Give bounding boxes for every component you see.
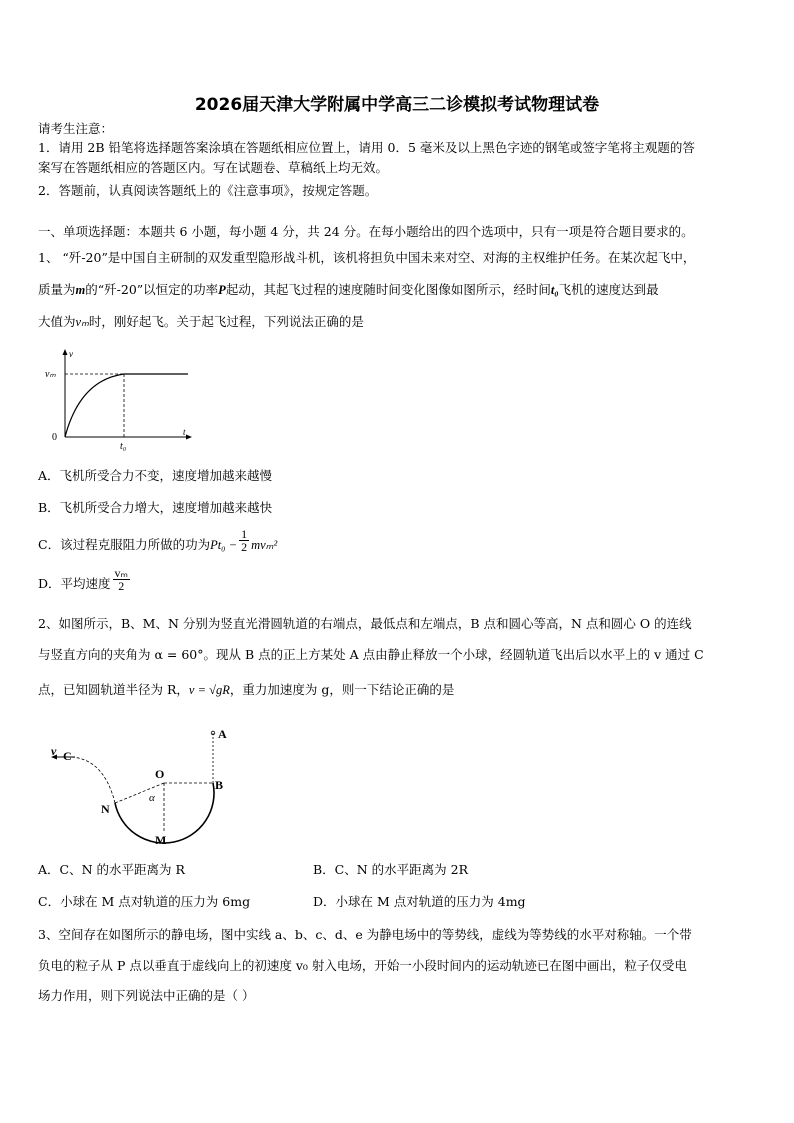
q1-line-3	[38, 314, 364, 330]
radius-on	[115, 783, 164, 803]
q2-line-2: 与竖直方向的夹角为 α = 60°。现从 B 点的正上方某处 A 点由静止释放一个小球，经圆轨道飞出后以水平上的 v 通过 C	[38, 647, 704, 662]
label-m: M	[155, 833, 167, 847]
q2-option-c: C．小球在 M 点对轨道的压力为 6mg	[38, 894, 251, 909]
q2-text: 点，已知圆轨道半径为 R，	[38, 682, 189, 697]
q1-text: 飞机的速度达到最	[558, 282, 659, 297]
q1-option-c	[38, 527, 278, 554]
q1-velocity-time-graph	[40, 345, 200, 455]
q1-option-a: A．飞机所受合力不变，速度增加越来越慢	[38, 468, 273, 483]
q2-option-a: A．C、N 的水平距离为 R	[38, 862, 185, 877]
q1-var-vm: vₘ	[75, 315, 89, 329]
label-a: A	[218, 727, 227, 741]
fraction-denominator: 2	[118, 579, 125, 593]
option-d-text: D．平均速度	[38, 576, 111, 591]
q3-line-1: 3、空间存在如图所示的静电场，图中实线 a、b、c、d、e 为静电场中的等势线，虚线为等势线的水平对称轴。一个带	[38, 927, 692, 942]
t-axis-label: t	[183, 427, 186, 437]
label-alpha: α	[149, 792, 155, 804]
velocity-curve	[65, 374, 124, 437]
vm-label: vₘ	[45, 369, 56, 380]
notice-item-2: 2．答题前，认真阅读答题纸上的《注意事项》，按规定答题。	[38, 183, 378, 198]
q1-line-1: 1、 “歼-20”是中国自主研制的双发重型隐形战斗机，该机将担负中国未来对空、对海的主权维护任务。在某次起飞中，	[38, 250, 696, 265]
projectile-path	[65, 757, 115, 803]
label-c: C	[63, 749, 72, 763]
q1-text: 大值为	[38, 314, 76, 329]
fraction-numerator: vₘ	[114, 566, 129, 580]
t-axis-arrow	[186, 435, 192, 440]
label-n: N	[101, 802, 110, 816]
option-c-expr: Pt₀ −	[210, 538, 238, 552]
fraction-numerator: 1	[241, 527, 248, 541]
q3-line-2: 负电的粒子从 P 点以垂直于虚线向上的初速度 v₀ 射入电场，开始一小段时间内的运动轨迹已在图中画出，粒子仅受电	[38, 958, 687, 973]
q1-text: 起动，其起飞过程的速度随时间变化图像如图所示，经时间	[225, 282, 551, 297]
q1-var-t0: t₀	[550, 283, 559, 297]
q1-var-m: m	[75, 283, 86, 297]
q2-line-3	[38, 682, 454, 698]
q1-text: 时，刚好起飞。关于起飞过程，下列说法正确的是	[88, 314, 364, 329]
q1-text: 质量为	[38, 282, 76, 297]
label-b: B	[215, 778, 224, 792]
fraction-denominator: 2	[241, 540, 248, 554]
q2-option-d: D．小球在 M 点对轨道的压力为 4mg	[313, 894, 526, 909]
q2-equation: v = √gR	[188, 683, 230, 697]
v-axis-label: v	[69, 349, 73, 359]
q2-option-b: B．C、N 的水平距离为 2R	[313, 862, 468, 877]
q1-text: 的“歼-20”以恒定的功率	[85, 282, 219, 297]
page-title: 2026届天津大学附属中学高三二诊模拟考试物理试卷	[194, 95, 600, 115]
label-v: v	[51, 744, 57, 758]
q1-line-2	[38, 282, 659, 298]
option-c-text: C．该过程克服阻力所做的功为	[38, 537, 211, 552]
fraction-half	[239, 528, 249, 553]
origin-label: 0	[52, 432, 57, 443]
q1-option-b: B．飞机所受合力增大，速度增加越来越快	[38, 500, 273, 515]
notice-heading: 请考生注意：	[38, 121, 114, 136]
label-o: O	[155, 767, 165, 781]
q1-option-d	[38, 566, 132, 593]
option-c-expr-tail: mvₘ²	[251, 538, 278, 552]
notice-item-1-line-2: 案写在答题纸相应的答题区内。写在试题卷、草稿纸上均无效。	[38, 160, 389, 175]
q3-line-3: 场力作用，则下列说法中正确的是（ ）	[38, 988, 255, 1003]
q2-circular-track-figure	[45, 725, 245, 847]
section-heading: 一、单项选择题：本题共 6 小题，每小题 4 分，共 24 分。在每小题给出的四个选项中，只有一项是符合题目要求的。	[38, 224, 694, 239]
notice-item-1-line-1: 1．请用 2B 铅笔将选择题答案涂填在答题纸相应位置上，请用 0．5 毫米及以上黑色字迹的钢笔或签字笔将主观题的答	[38, 140, 695, 155]
fraction-vm-over-2	[113, 567, 130, 592]
t0-label: t₀	[120, 441, 127, 452]
v-axis-arrow	[63, 349, 68, 355]
q2-line-1: 2、如图所示，B、M、N 分别为竖直光滑圆轨道的右端点，最低点和左端点，B 点和圆心等高，N 点和圆心 O 的连线	[38, 616, 692, 631]
q1-var-P: P	[218, 283, 226, 297]
q2-text: ，重力加速度为 g，则一下结论正确的是	[229, 682, 455, 697]
